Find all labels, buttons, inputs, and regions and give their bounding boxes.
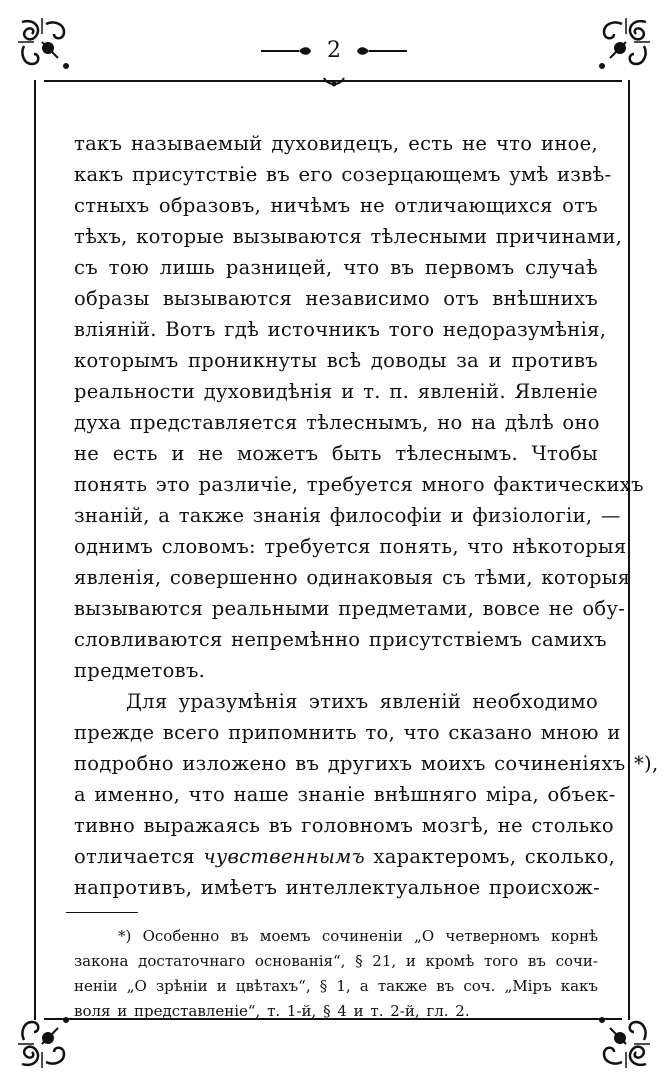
text-line: предметовъ. (74, 659, 206, 682)
emphasized-word: чувственнымъ (203, 845, 365, 868)
text-line: духа представляется тѣлеснымъ, но на дѣлѣ оно (74, 411, 600, 434)
text-line: какъ присутствіе въ его созерцающемъ умѣ извѣ- (74, 163, 612, 186)
footnote-rule (66, 912, 138, 913)
text-line: тивно выражаясь въ головномъ мозгѣ, не столько (74, 814, 614, 837)
text-line: явленія, совершенно одинаковыя съ тѣми, которыя (74, 566, 631, 589)
footnote-line: неніи „О зрѣніи и цвѣтахъ“, § 1, а также въ соч. „Міръ какъ (74, 977, 598, 995)
text-line: которымъ проникнуты всѣ доводы за и противъ (74, 349, 598, 372)
text-line: прежде всего припомнить то, что сказано мною и (74, 721, 621, 744)
text-line: тѣхъ, которые вызываются тѣлесными причинами, (74, 225, 623, 248)
footnote-line: воля и представленіе“, т. 1-й, § 4 и т. 2-й, гл. 2. (74, 1002, 470, 1020)
text-line: не есть и не можетъ быть тѣлеснымъ. Чтобы (74, 442, 598, 465)
left-dash-ornament-icon (259, 44, 313, 58)
text-line: стныхъ образовъ, ничѣмъ не отличающихся отъ (74, 194, 598, 217)
text-line: вліяній. Вотъ гдѣ источникъ того недоразумѣнія, (74, 318, 607, 341)
text-line-with-emphasis (74, 841, 616, 872)
frame-fleuron-icon (322, 73, 346, 87)
text-line: подробно изложено въ другихъ моихъ сочиненіяхъ *), (74, 752, 659, 775)
text-fragment: отличается (74, 845, 204, 868)
footnote (74, 924, 598, 1024)
text-line: реальности духовидѣнія и т. п. явленій. Явленіе (74, 380, 598, 403)
text-fragment: характеромъ, сколько, (364, 845, 616, 868)
page-number: 2 (327, 38, 341, 63)
page-header (0, 36, 668, 66)
text-line: знаній, а также знанія философіи и физіологіи, — (74, 504, 621, 527)
text-line: однимъ словомъ: требуется понять, что нѣкоторыя (74, 535, 627, 558)
corner-ornament-icon (590, 1008, 654, 1072)
text-line: словливаются непремѣнно присутствіемъ самихъ (74, 628, 607, 651)
text-line: напротивъ, имѣетъ интеллектуальное происхож- (74, 876, 601, 899)
paragraph-first-line: Для уразумѣнія этихъ явленій необходимо (126, 690, 598, 713)
right-dash-ornament-icon (355, 44, 409, 58)
footnote-line: *) Особенно въ моемъ сочиненіи „О четверномъ корнѣ (118, 927, 598, 945)
body-text (74, 128, 659, 903)
text-line: понять это различіе, требуется много фактическихъ (74, 473, 644, 496)
corner-ornament-icon (14, 1008, 78, 1072)
text-line: а именно, что наше знаніе внѣшняго міра, объек- (74, 783, 616, 806)
text-line: вызываются реальными предметами, вовсе не обу- (74, 597, 626, 620)
text-line: образы вызываются независимо отъ внѣшнихъ (74, 287, 598, 310)
text-line: съ тою лишь разницей, что въ первомъ случаѣ (74, 256, 598, 279)
footnote-line: закона достаточнаго основанія“, § 21, и кромѣ того въ сочи- (74, 952, 598, 970)
text-line: такъ называемый духовидецъ, есть не что иное, (74, 132, 598, 155)
